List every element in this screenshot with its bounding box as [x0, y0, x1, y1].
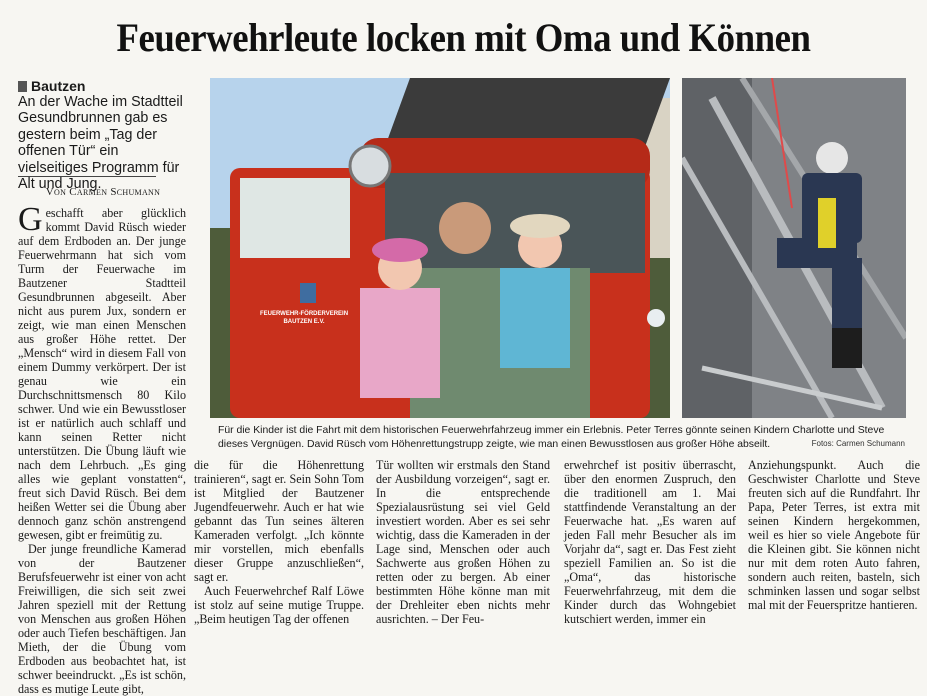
- article-paragraph: die für die Höhenrettung trainieren“, sagt er. Sein Sohn Tom ist Mitglied der Bautzener Jugendfeuerwehr. Auch er hat wie gebannt das Tun seines älteren Kameraden verfolgt. „Ich könnte mir vorstellen, mich ebenfalls dieser Gruppe anzuschließen“, sagt er.: [194, 458, 364, 584]
- article-paragraph: [18, 201, 186, 542]
- fire-truck-photo-illustration: [210, 78, 670, 418]
- photo-fire-truck: [210, 78, 670, 418]
- article-column-1: [18, 201, 186, 696]
- byline: Von Carmen Schumann: [45, 186, 161, 198]
- article-paragraph: erwehrchef ist positiv überrascht, über den enormen Zuspruch, den die traditionell am 1. Mai stattfindende Veranstaltung an der Feuerwache hat. „Es waren auf jeden Fall mehr Besucher als im Vorjahr da“, sagt er. Das Fest zieht speziell Familien an. So ist die „Oma“, das historische Feuerwehrfahrzeug, mit dem die Kinder durch das Wohngebiet kutschiert werden, immer ein: [564, 458, 736, 626]
- kicker-marker: [18, 81, 27, 92]
- kicker-text: Bautzen: [31, 78, 86, 94]
- lead-rule: [18, 176, 156, 177]
- article-column-3: [376, 458, 550, 626]
- article-paragraph: Der junge freundliche Kamerad von der Bautzener Berufsfeuerwehr ist einer von acht Freiwilligen, die sich seit zwei Jahren speziell mit der Rettung von Menschen aus großen Höhen oder auch Tiefen beschäftigen. Jan Mieth, der die Übung vom Erdboden aus beobachtet hat, ist schwer beeindruckt. „Es ist schön, dass es mutige Leute gibt,: [18, 542, 186, 696]
- dropcap: G: [18, 201, 43, 238]
- photo-rope-rescue: [682, 78, 906, 418]
- truck-lettering: FEUERWEHR-FÖRDERVEREIN BAUTZEN E.V.: [259, 311, 349, 325]
- lead-paragraph: An der Wache im Stadtteil Gesundbrunnen gab es gestern beim „Tag der offenen Tür“ ein vielseitiges Programm für Alt und Jung.: [18, 94, 183, 193]
- article-paragraph: Anziehungspunkt. Auch die Geschwister Charlotte und Steve freuten sich auf die Rundfahrt. Ihr Papa, Peter Terres, ist extra mit seinen Kindern hergekommen, weil es hier so viele Angebote für die Kleinen gibt. Sie können nicht nur mit dem roten Auto fahren, sondern auch reiten, basteln, sich schminken lassen und sogar selbst mal mit der Feuerspritze hantieren.: [748, 458, 920, 612]
- kicker: [18, 78, 85, 94]
- article-column-5: [748, 458, 920, 612]
- article-paragraph: Tür wollten wir erstmals den Stand der Ausbildung vorzeigen“, sagt er. In die entsprechende Spezialausrüstung sei viel Geld investiert worden. Aber es sei sehr wichtig, dass die Kameraden in der Lage sind, Menschen oder auch Sachwerte aus großen Höhen zu retten oder zu bergen. Ab einer bestimmten Höhe könne man mit der Drehleiter eben nichts mehr ausrichten. – Der Feu-: [376, 458, 550, 626]
- headline: Feuerwehrleute locken mit Oma und Können: [116, 15, 811, 60]
- article-column-4: [564, 458, 736, 626]
- photo-caption: Für die Kinder ist die Fahrt mit dem historischen Feuerwehrfahrzeug immer ein Erlebnis. Peter Terres gönnte seinen Kindern Charlotte und Steve dieses Vergnügen. David Rüsch vom Höhenrettungstrupp zeigte, wie man einen Bewusstlosen aus großer Höhe abseilt.: [218, 425, 885, 450]
- article-paragraph: Auch Feuerwehrchef Ralf Löwe ist stolz auf seine mutige Truppe. „Beim heutigen Tag der offenen: [194, 584, 364, 626]
- article-column-2: [194, 458, 364, 626]
- rope-rescue-photo-illustration: [682, 78, 906, 418]
- paragraph-text: eschafft aber glücklich kommt David Rüsch wieder auf dem Erdboden an. Der junge Feuerwehrmann hat sich vom Turm der Feuerwache im Bautzener Stadtteil Gesundbrunnen abgeseilt. Aber nicht aus purem Jux, sondern er zeigt, wie man einen Menschen aus großer Höhe rettet. Der „Mensch“ wird in diesem Fall von einem Dummy verkörpert. Der ist genau wie ein Durchschnittsmensch 80 Kilo schwer. Und wie ein Bewusstloser ist er natürlich auch schlaff und kann seinen Retter nicht unterstützen. Die Übung läuft wie nach dem Lehrbuch. „Es ging alles wie geplant vonstatten“, freut sich David Rüsch. Bei dem heißen Wetter sei die Übung aber dennoch ganz schön anstrengend gewesen, gibt er freimütig zu.: [18, 206, 186, 542]
- photo-credit: Fotos: Carmen Schumann: [811, 439, 905, 448]
